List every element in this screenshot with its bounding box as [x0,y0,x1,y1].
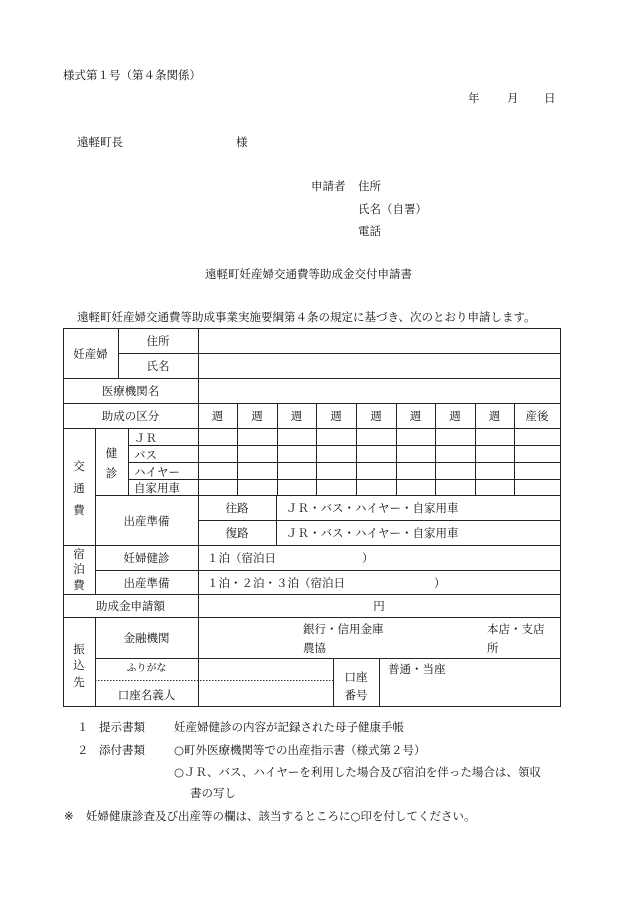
lodging-prep-label: 出産準備 [123,576,170,590]
subsidy-amount-label: 助成金申請額 [96,599,165,613]
week-cell: 週 [290,409,303,423]
honorific: 様 [236,135,248,149]
address-label: 住所 [146,334,170,348]
category-label: 助成の区分 [101,409,160,423]
note-1-text: 妊産婦健診の内容が記録された母子健康手帳 [174,720,404,734]
transfer-label-char: 込 [73,658,85,672]
transport-label-char: 通 [73,481,85,495]
mode-car: 自家用車 [134,481,180,495]
note-2-text-3: 書の写し [190,786,236,800]
lodging-checkup-value: １泊（宿泊日 [207,551,276,565]
applicant-phone: 電話 [358,224,381,238]
week-cell: 週 [330,409,342,423]
mode-jr: ＪＲ [134,431,157,445]
pregnant-label: 妊産婦 [73,347,108,361]
lodging-prep-value: １泊・２泊・３泊（宿泊日 [207,576,345,590]
week-cell: 週 [370,409,382,423]
lodging-label-char: 泊 [73,562,85,576]
remark-text: 妊婦健康診査及び出産等の欄は、該当するところに○印を付してください。 [86,809,476,823]
postpartum-cell: 産後 [525,409,549,423]
yen-unit: 円 [373,599,385,613]
outbound-label: 往路 [225,501,249,515]
mode-bus: バス [134,448,157,462]
transport-label-char: 交 [73,459,85,473]
transfer-label-char: 振 [73,642,85,656]
applicant-label: 申請者 [311,179,346,193]
lodging-prep-close: ） [434,576,446,590]
name-label: 氏名 [146,359,170,373]
checkup-label-char: 診 [105,466,118,480]
week-cell: 週 [449,409,461,423]
note-1-number: １ [77,720,89,734]
note-1-label: 提示書類 [99,720,145,734]
furigana-label: ふりがな [126,663,167,674]
note-2-label: 添付書類 [99,743,145,757]
date-year: 年 [468,91,480,105]
week-cell: 週 [251,409,263,423]
account-type: 普通・当座 [388,662,446,676]
birth-prep-label: 出産準備 [123,514,170,528]
bank-label: 金融機関 [123,631,170,645]
bank-type-bank: 銀行・信用金庫 [303,622,384,636]
intro-text: 遠軽町妊産婦交通費等助成事業実施要綱第４条の規定に基づき、次のとおり申請します。 [77,310,536,324]
branch-type: 本店・支店 [487,622,545,636]
note-2-text-2: ○ＪＲ、バス、ハイヤーを利用した場合及び宿泊を伴った場合は、領収 [174,765,541,779]
account-number-label: 口座 [344,670,368,684]
return-mode-choice: ＪＲ・バス・ハイヤー・自家用車 [286,526,459,540]
transport-label-char: 費 [73,503,85,517]
week-cell: 週 [488,409,501,423]
week-cell: 週 [211,409,224,423]
mode-hire: ハイヤー [134,465,180,479]
addressee: 遠軽町長 [77,135,123,149]
lodging-checkup-label: 妊婦健診 [123,551,170,565]
return-label: 復路 [225,526,249,540]
bank-type-coop: 農協 [303,641,326,655]
lodging-label-char: 宿 [73,547,85,561]
account-holder-label: 口座名義人 [117,688,176,702]
transfer-label-char: 先 [73,675,85,689]
account-number-label: 番号 [344,688,368,702]
note-2-text-1: ○町外医療機関等での出産指示書（様式第２号） [174,743,426,757]
date-day: 日 [544,91,556,105]
lodging-checkup-close: ） [362,551,374,565]
remark-mark: ※ [64,809,74,823]
week-cell: 週 [409,409,422,423]
checkup-label-char: 健 [105,446,118,460]
applicant-name: 氏名（自署） [358,202,427,216]
branch-type-office: 所 [487,641,499,655]
medical-institution-label: 医療機関名 [101,384,160,398]
form-number: 様式第１号（第４条関係） [63,68,201,82]
outbound-mode-choice: ＪＲ・バス・ハイヤー・自家用車 [286,501,459,515]
note-2-number: ２ [77,743,89,757]
date-month: 月 [507,91,519,105]
lodging-label-char: 費 [73,578,85,592]
applicant-address: 住所 [358,179,381,193]
form-title: 遠軽町妊産婦交通費等助成金交付申請書 [205,267,412,281]
